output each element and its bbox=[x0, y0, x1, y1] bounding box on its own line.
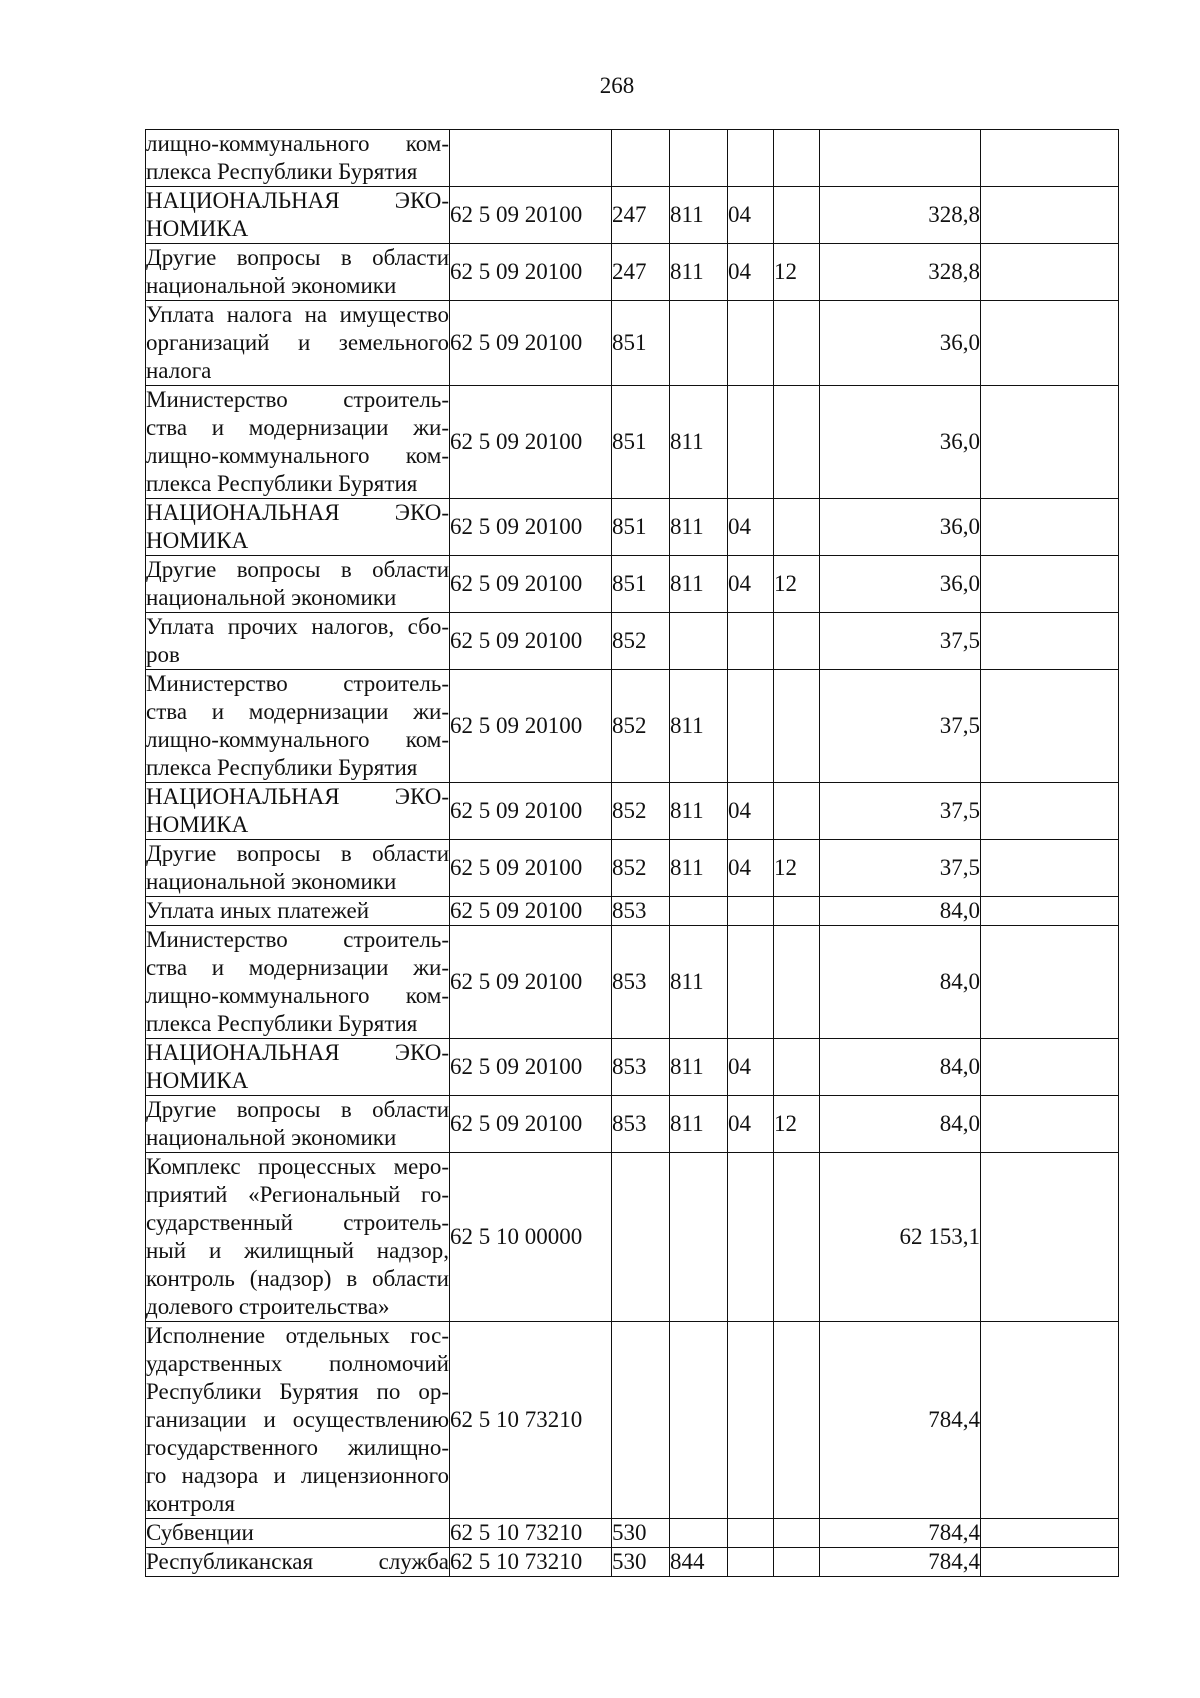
section-cell: 04 bbox=[728, 783, 774, 840]
description-line: НОМИКА bbox=[146, 216, 249, 241]
description-line: НАЦИОНАЛЬНАЯ ЭКО- bbox=[146, 784, 449, 809]
expense-type-cell: 852 bbox=[612, 670, 670, 783]
description-cell bbox=[146, 1096, 450, 1153]
description-line: Субвенции bbox=[146, 1520, 254, 1545]
description-line: национальной экономики bbox=[146, 273, 397, 298]
ministry-code-cell bbox=[670, 130, 728, 187]
amount-cell: 84,0 bbox=[820, 1096, 981, 1153]
target-code-cell: 62 5 09 20100 bbox=[450, 897, 612, 926]
amount-cell: 37,5 bbox=[820, 840, 981, 897]
description-line: национальной экономики bbox=[146, 1125, 397, 1150]
description-line: Республики Бурятия по ор- bbox=[146, 1379, 449, 1404]
ministry-code-cell: 811 bbox=[670, 840, 728, 897]
description-line: национальной экономики bbox=[146, 869, 397, 894]
subsection-cell bbox=[774, 670, 820, 783]
description-cell bbox=[146, 840, 450, 897]
target-code-cell: 62 5 09 20100 bbox=[450, 556, 612, 613]
section-cell: 04 bbox=[728, 1096, 774, 1153]
target-code-cell: 62 5 10 73210 bbox=[450, 1322, 612, 1519]
description-line: долевого строительства» bbox=[146, 1294, 390, 1319]
blank-cell bbox=[981, 670, 1119, 783]
expense-type-cell: 851 bbox=[612, 499, 670, 556]
section-cell: 04 bbox=[728, 840, 774, 897]
table-row bbox=[146, 1548, 1119, 1577]
amount-cell: 62 153,1 bbox=[820, 1153, 981, 1322]
expense-type-cell: 851 bbox=[612, 301, 670, 386]
description-line: Комплекс процессных меро- bbox=[146, 1154, 449, 1179]
description-cell bbox=[146, 130, 450, 187]
description-line: национальной экономики bbox=[146, 585, 397, 610]
description-cell bbox=[146, 1519, 450, 1548]
description-line: Министерство строитель- bbox=[146, 387, 449, 412]
table-row bbox=[146, 499, 1119, 556]
target-code-cell: 62 5 09 20100 bbox=[450, 1039, 612, 1096]
target-code-cell: 62 5 09 20100 bbox=[450, 244, 612, 301]
ministry-code-cell bbox=[670, 613, 728, 670]
description-line: Другие вопросы в области bbox=[146, 557, 449, 582]
description-line: лищно-коммунального ком- bbox=[146, 131, 449, 156]
target-code-cell: 62 5 09 20100 bbox=[450, 670, 612, 783]
table-row bbox=[146, 1519, 1119, 1548]
subsection-cell: 12 bbox=[774, 556, 820, 613]
description-line: приятий «Региональный го- bbox=[146, 1182, 449, 1207]
subsection-cell: 12 bbox=[774, 244, 820, 301]
subsection-cell bbox=[774, 386, 820, 499]
description-line: лищно-коммунального ком- bbox=[146, 443, 449, 468]
subsection-cell bbox=[774, 187, 820, 244]
section-cell: 04 bbox=[728, 556, 774, 613]
subsection-cell bbox=[774, 783, 820, 840]
expense-type-cell: 853 bbox=[612, 1039, 670, 1096]
target-code-cell: 62 5 09 20100 bbox=[450, 499, 612, 556]
expense-type-cell: 530 bbox=[612, 1548, 670, 1577]
amount-cell: 37,5 bbox=[820, 783, 981, 840]
table-row bbox=[146, 613, 1119, 670]
description-line: Исполнение отдельных гос- bbox=[146, 1323, 449, 1348]
description-line: НАЦИОНАЛЬНАЯ ЭКО- bbox=[146, 1040, 449, 1065]
ministry-code-cell: 811 bbox=[670, 244, 728, 301]
amount-cell bbox=[820, 130, 981, 187]
description-cell bbox=[146, 670, 450, 783]
blank-cell bbox=[981, 130, 1119, 187]
table-row bbox=[146, 897, 1119, 926]
expense-type-cell bbox=[612, 130, 670, 187]
ministry-code-cell bbox=[670, 1153, 728, 1322]
blank-cell bbox=[981, 301, 1119, 386]
subsection-cell bbox=[774, 1519, 820, 1548]
amount-cell: 328,8 bbox=[820, 187, 981, 244]
ministry-code-cell bbox=[670, 301, 728, 386]
description-cell bbox=[146, 897, 450, 926]
amount-cell: 784,4 bbox=[820, 1548, 981, 1577]
amount-cell: 36,0 bbox=[820, 301, 981, 386]
subsection-cell bbox=[774, 897, 820, 926]
section-cell: 04 bbox=[728, 1039, 774, 1096]
description-cell bbox=[146, 613, 450, 670]
table-row bbox=[146, 840, 1119, 897]
expense-type-cell: 853 bbox=[612, 1096, 670, 1153]
table-row bbox=[146, 386, 1119, 499]
amount-cell: 84,0 bbox=[820, 1039, 981, 1096]
description-line: Республиканская служба bbox=[146, 1549, 449, 1574]
blank-cell bbox=[981, 1096, 1119, 1153]
table-row bbox=[146, 783, 1119, 840]
table-row bbox=[146, 926, 1119, 1039]
ministry-code-cell: 811 bbox=[670, 1039, 728, 1096]
expense-type-cell bbox=[612, 1322, 670, 1519]
target-code-cell: 62 5 09 20100 bbox=[450, 187, 612, 244]
section-cell bbox=[728, 897, 774, 926]
description-line: организаций и земельного bbox=[146, 330, 449, 355]
expense-type-cell: 852 bbox=[612, 840, 670, 897]
section-cell: 04 bbox=[728, 187, 774, 244]
description-line: ства и модернизации жи- bbox=[146, 955, 449, 980]
table-row bbox=[146, 130, 1119, 187]
expense-type-cell: 852 bbox=[612, 613, 670, 670]
expense-type-cell: 853 bbox=[612, 897, 670, 926]
description-cell bbox=[146, 499, 450, 556]
description-line: Другие вопросы в области bbox=[146, 841, 449, 866]
description-line: ства и модернизации жи- bbox=[146, 415, 449, 440]
blank-cell bbox=[981, 556, 1119, 613]
table-row bbox=[146, 301, 1119, 386]
description-line: плекса Республики Бурятия bbox=[146, 1011, 418, 1036]
target-code-cell: 62 5 09 20100 bbox=[450, 386, 612, 499]
blank-cell bbox=[981, 386, 1119, 499]
blank-cell bbox=[981, 1322, 1119, 1519]
ministry-code-cell: 811 bbox=[670, 926, 728, 1039]
subsection-cell bbox=[774, 1322, 820, 1519]
section-cell bbox=[728, 1548, 774, 1577]
amount-cell: 36,0 bbox=[820, 499, 981, 556]
description-line: Уплата иных платежей bbox=[146, 898, 370, 923]
subsection-cell bbox=[774, 613, 820, 670]
amount-cell: 84,0 bbox=[820, 926, 981, 1039]
ministry-code-cell: 844 bbox=[670, 1548, 728, 1577]
blank-cell bbox=[981, 1039, 1119, 1096]
ministry-code-cell bbox=[670, 1322, 728, 1519]
description-line: Министерство строитель- bbox=[146, 927, 449, 952]
expense-type-cell: 851 bbox=[612, 386, 670, 499]
description-line: контроль (надзор) в области bbox=[146, 1266, 449, 1291]
ministry-code-cell: 811 bbox=[670, 499, 728, 556]
description-cell bbox=[146, 301, 450, 386]
blank-cell bbox=[981, 1548, 1119, 1577]
table-row bbox=[146, 1322, 1119, 1519]
amount-cell: 784,4 bbox=[820, 1322, 981, 1519]
description-cell bbox=[146, 1322, 450, 1519]
expense-type-cell: 247 bbox=[612, 244, 670, 301]
description-line: Уплата налога на имущество bbox=[146, 302, 449, 327]
description-line: НОМИКА bbox=[146, 528, 249, 553]
target-code-cell: 62 5 10 73210 bbox=[450, 1519, 612, 1548]
expense-type-cell: 853 bbox=[612, 926, 670, 1039]
expense-type-cell: 247 bbox=[612, 187, 670, 244]
blank-cell bbox=[981, 783, 1119, 840]
table-row bbox=[146, 1039, 1119, 1096]
ministry-code-cell bbox=[670, 897, 728, 926]
subsection-cell bbox=[774, 1548, 820, 1577]
description-line: Другие вопросы в области bbox=[146, 245, 449, 270]
ministry-code-cell: 811 bbox=[670, 1096, 728, 1153]
section-cell bbox=[728, 301, 774, 386]
blank-cell bbox=[981, 187, 1119, 244]
section-cell: 04 bbox=[728, 244, 774, 301]
amount-cell: 784,4 bbox=[820, 1519, 981, 1548]
table-row bbox=[146, 670, 1119, 783]
table-row bbox=[146, 187, 1119, 244]
description-line: ный и жилищный надзор, bbox=[146, 1238, 449, 1263]
target-code-cell bbox=[450, 130, 612, 187]
section-cell bbox=[728, 670, 774, 783]
section-cell bbox=[728, 926, 774, 1039]
subsection-cell: 12 bbox=[774, 840, 820, 897]
target-code-cell: 62 5 09 20100 bbox=[450, 301, 612, 386]
description-line: ства и модернизации жи- bbox=[146, 699, 449, 724]
section-cell: 04 bbox=[728, 499, 774, 556]
section-cell bbox=[728, 1322, 774, 1519]
blank-cell bbox=[981, 499, 1119, 556]
table-body bbox=[146, 130, 1119, 1577]
ministry-code-cell: 811 bbox=[670, 783, 728, 840]
blank-cell bbox=[981, 840, 1119, 897]
expense-type-cell: 530 bbox=[612, 1519, 670, 1548]
page-number: 268 bbox=[599, 73, 635, 98]
description-cell bbox=[146, 244, 450, 301]
subsection-cell: 12 bbox=[774, 1096, 820, 1153]
subsection-cell bbox=[774, 1153, 820, 1322]
section-cell bbox=[728, 1153, 774, 1322]
target-code-cell: 62 5 09 20100 bbox=[450, 840, 612, 897]
expense-type-cell: 852 bbox=[612, 783, 670, 840]
subsection-cell bbox=[774, 130, 820, 187]
description-line: ударственных полномочий bbox=[146, 1351, 449, 1376]
description-cell bbox=[146, 386, 450, 499]
table-row bbox=[146, 1096, 1119, 1153]
subsection-cell bbox=[774, 499, 820, 556]
description-line: лищно-коммунального ком- bbox=[146, 727, 449, 752]
description-cell bbox=[146, 556, 450, 613]
target-code-cell: 62 5 10 00000 bbox=[450, 1153, 612, 1322]
target-code-cell: 62 5 09 20100 bbox=[450, 1096, 612, 1153]
ministry-code-cell: 811 bbox=[670, 187, 728, 244]
ministry-code-cell: 811 bbox=[670, 670, 728, 783]
description-line: НОМИКА bbox=[146, 1068, 249, 1093]
description-line: сударственный строитель- bbox=[146, 1210, 449, 1235]
expense-type-cell bbox=[612, 1153, 670, 1322]
ministry-code-cell: 811 bbox=[670, 556, 728, 613]
target-code-cell: 62 5 09 20100 bbox=[450, 783, 612, 840]
description-cell bbox=[146, 783, 450, 840]
description-cell bbox=[146, 1039, 450, 1096]
subsection-cell bbox=[774, 301, 820, 386]
description-line: Другие вопросы в области bbox=[146, 1097, 449, 1122]
description-line: Министерство строитель- bbox=[146, 671, 449, 696]
description-line: НОМИКА bbox=[146, 812, 249, 837]
expense-type-cell: 851 bbox=[612, 556, 670, 613]
description-line: контроля bbox=[146, 1491, 235, 1516]
ministry-code-cell: 811 bbox=[670, 386, 728, 499]
section-cell bbox=[728, 613, 774, 670]
description-line: НАЦИОНАЛЬНАЯ ЭКО- bbox=[146, 500, 449, 525]
table-row bbox=[146, 1153, 1119, 1322]
description-line: плекса Республики Бурятия bbox=[146, 159, 418, 184]
table-row bbox=[146, 556, 1119, 613]
subsection-cell bbox=[774, 926, 820, 1039]
target-code-cell: 62 5 09 20100 bbox=[450, 613, 612, 670]
amount-cell: 37,5 bbox=[820, 613, 981, 670]
description-cell bbox=[146, 926, 450, 1039]
target-code-cell: 62 5 10 73210 bbox=[450, 1548, 612, 1577]
description-line: лищно-коммунального ком- bbox=[146, 983, 449, 1008]
section-cell bbox=[728, 1519, 774, 1548]
amount-cell: 36,0 bbox=[820, 386, 981, 499]
section-cell bbox=[728, 386, 774, 499]
budget-table bbox=[145, 129, 1119, 1577]
blank-cell bbox=[981, 1153, 1119, 1322]
description-line: государственного жилищно- bbox=[146, 1435, 449, 1460]
description-cell bbox=[146, 1548, 450, 1577]
description-line: Уплата прочих налогов, сбо- bbox=[146, 614, 449, 639]
target-code-cell: 62 5 09 20100 bbox=[450, 926, 612, 1039]
blank-cell bbox=[981, 897, 1119, 926]
description-cell bbox=[146, 187, 450, 244]
blank-cell bbox=[981, 613, 1119, 670]
section-cell bbox=[728, 130, 774, 187]
description-line: плекса Республики Бурятия bbox=[146, 471, 418, 496]
subsection-cell bbox=[774, 1039, 820, 1096]
amount-cell: 328,8 bbox=[820, 244, 981, 301]
description-line: го надзора и лицензионного bbox=[146, 1463, 449, 1488]
description-line: плекса Республики Бурятия bbox=[146, 755, 418, 780]
description-line: ганизации и осуществлению bbox=[146, 1407, 449, 1432]
description-line: НАЦИОНАЛЬНАЯ ЭКО- bbox=[146, 188, 449, 213]
ministry-code-cell bbox=[670, 1519, 728, 1548]
description-line: налога bbox=[146, 358, 212, 383]
description-cell bbox=[146, 1153, 450, 1322]
amount-cell: 37,5 bbox=[820, 670, 981, 783]
description-line: ров bbox=[146, 642, 180, 667]
blank-cell bbox=[981, 926, 1119, 1039]
amount-cell: 84,0 bbox=[820, 897, 981, 926]
blank-cell bbox=[981, 1519, 1119, 1548]
amount-cell: 36,0 bbox=[820, 556, 981, 613]
table-row bbox=[146, 244, 1119, 301]
blank-cell bbox=[981, 244, 1119, 301]
